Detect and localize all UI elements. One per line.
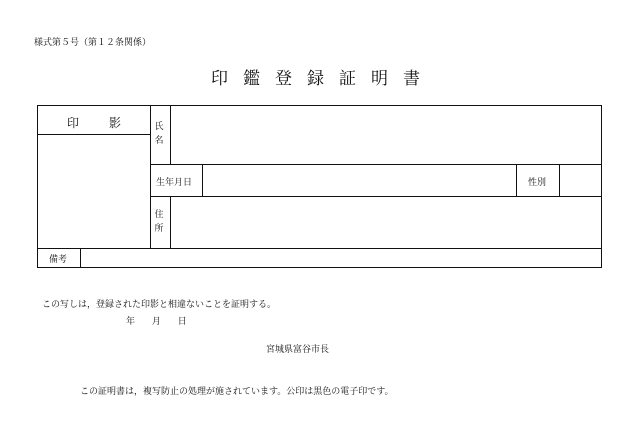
birth-label-divider — [202, 164, 203, 196]
table-border-right — [601, 105, 602, 268]
sex-label-right-divider — [559, 164, 560, 196]
birthdate-label: 生年月日 — [156, 178, 193, 188]
table-border-top — [37, 105, 602, 106]
row-divider-address — [37, 248, 602, 249]
address-label: 住 所 — [154, 210, 164, 234]
row-divider-name — [150, 164, 601, 165]
remarks-label: 備考 — [49, 255, 68, 265]
seal-column-divider — [150, 105, 151, 248]
address-label-divider — [170, 196, 171, 248]
sex-label: 性別 — [528, 178, 547, 188]
document-title: 印鑑登録証明書 — [211, 69, 435, 89]
remarks-label-divider — [80, 248, 81, 267]
seal-label: 印 影 — [66, 116, 122, 130]
sex-label-left-divider — [516, 164, 517, 196]
name-label: 氏 名 — [154, 122, 164, 146]
form-number: 様式第５号（第１２条関係） — [34, 38, 152, 48]
anti-copy-note: この証明書は，複写防止の処理が施されています。公印は黒色の電子印です。 — [80, 387, 394, 397]
issue-date-line: 年 月 日 — [126, 317, 187, 327]
issuer-name: 宮城県富谷市長 — [266, 345, 330, 355]
name-label-divider — [170, 105, 171, 164]
certification-statement: この写しは，登録された印影と相違ないことを証明する。 — [42, 300, 277, 310]
seal-header-divider — [37, 134, 150, 135]
table-border-bottom — [37, 267, 602, 268]
row-divider-birth — [150, 196, 601, 197]
